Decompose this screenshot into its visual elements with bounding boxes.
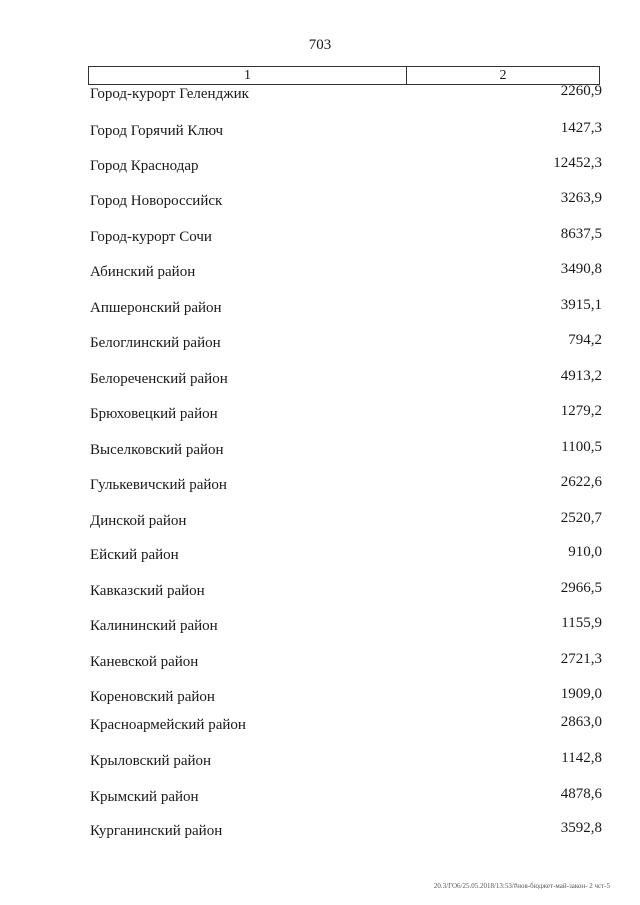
row-value: 4878,6	[560, 786, 602, 802]
row-name: Город Горячий Ключ	[90, 123, 224, 139]
row-value: 3490,8	[560, 261, 602, 277]
table-row	[0, 474, 640, 501]
row-value: 2520,7	[560, 510, 602, 526]
row-value: 1909,0	[560, 686, 602, 702]
table-row	[0, 651, 640, 678]
table-row	[0, 261, 640, 288]
table-row	[0, 368, 640, 395]
row-name: Абинский район	[90, 264, 196, 280]
table-row	[0, 615, 640, 642]
row-name: Город-курорт Сочи	[90, 229, 212, 245]
table-row	[0, 403, 640, 430]
table-row	[0, 226, 640, 253]
row-value: 2863,0	[560, 714, 602, 730]
row-name: Апшеронский район	[90, 300, 222, 316]
row-value: 1427,3	[560, 120, 602, 136]
row-name: Каневской район	[90, 654, 199, 670]
document-footer: 20.3/ГО6/25.05.2018/13:53/#нов-бюджет-май-закон- 2 чст-5	[433, 882, 610, 890]
row-value: 794,2	[568, 332, 602, 348]
row-name: Крымский район	[90, 789, 199, 805]
table-row	[0, 83, 640, 110]
row-value: 1279,2	[560, 403, 602, 419]
row-name: Калининский район	[90, 618, 218, 634]
row-value: 4913,2	[560, 368, 602, 384]
row-name: Гулькевичский район	[90, 477, 227, 493]
row-value: 1142,8	[561, 750, 602, 766]
row-value: 8637,5	[560, 226, 602, 242]
row-value: 1100,5	[561, 439, 602, 455]
row-name: Кореновский район	[90, 689, 215, 705]
row-name: Брюховецкий район	[90, 406, 218, 422]
table-row	[0, 332, 640, 359]
column-header-1: 1	[89, 67, 407, 84]
table-row	[0, 297, 640, 324]
table-row	[0, 820, 640, 847]
row-value: 1155,9	[561, 615, 602, 631]
row-value: 910,0	[568, 544, 602, 560]
row-value: 2966,5	[560, 580, 602, 596]
row-name: Выселковский район	[90, 442, 224, 458]
table-row	[0, 439, 640, 466]
row-value: 3263,9	[560, 190, 602, 206]
row-name: Кавказский район	[90, 583, 205, 599]
table-row	[0, 190, 640, 217]
table-row	[0, 155, 640, 182]
row-name: Белоглинский район	[90, 335, 221, 351]
row-name: Город Новороссийск	[90, 193, 223, 209]
row-name: Белореченский район	[90, 371, 228, 387]
table-row	[0, 510, 640, 537]
row-name: Город-курорт Геленджик	[90, 86, 249, 102]
page-number: 703	[308, 37, 332, 53]
row-value: 3915,1	[560, 297, 602, 313]
row-name: Курганинский район	[90, 823, 223, 839]
row-name: Город Краснодар	[90, 158, 199, 174]
row-value: 12452,3	[553, 155, 602, 171]
table-row	[0, 686, 640, 713]
row-name: Ейский район	[90, 547, 179, 563]
table-row	[0, 786, 640, 813]
row-name: Красноармейский район	[90, 717, 246, 733]
row-name: Крыловский район	[90, 753, 212, 769]
table-row	[0, 750, 640, 777]
row-value: 2260,9	[560, 83, 602, 99]
table-row	[0, 714, 640, 741]
table-header	[88, 66, 600, 85]
table-row	[0, 120, 640, 147]
table-row	[0, 580, 640, 607]
row-name: Динской район	[90, 513, 187, 529]
table-row	[0, 544, 640, 571]
row-value: 2721,3	[560, 651, 602, 667]
row-value: 2622,6	[560, 474, 602, 490]
row-value: 3592,8	[560, 820, 602, 836]
column-header-2: 2	[499, 68, 507, 83]
